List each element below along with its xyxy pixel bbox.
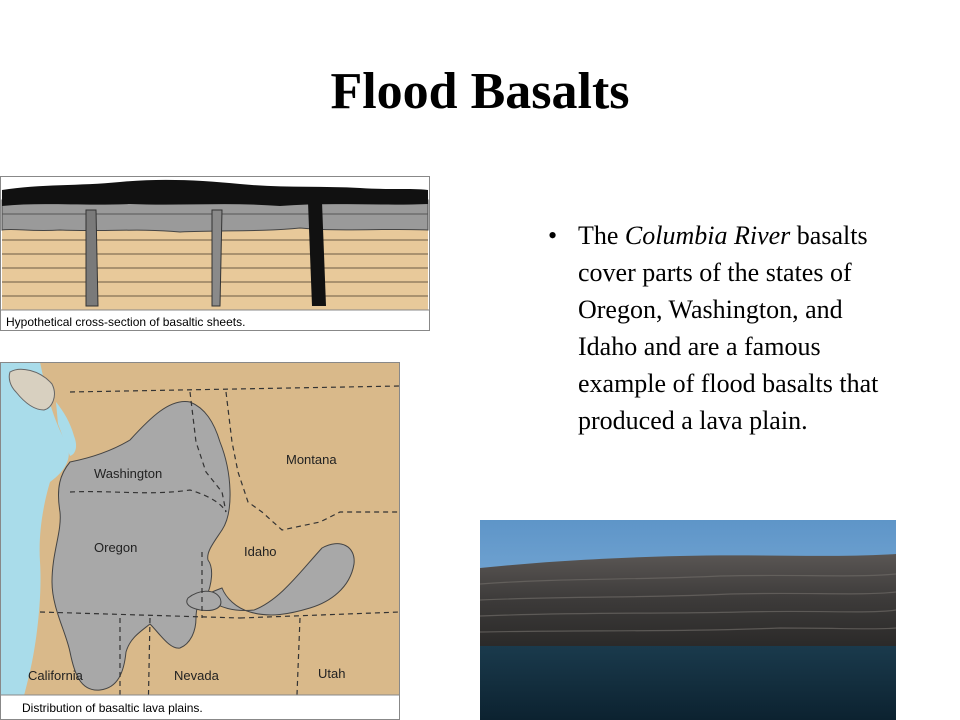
cross-section-caption: Hypothetical cross-section of basaltic sheets. [6,315,246,329]
state-label-idaho: Idaho [244,544,277,559]
map-caption: Distribution of basaltic lava plains. [22,701,203,715]
bullet-point [548,217,898,439]
bullet-dot-icon: • [548,221,558,250]
feeder-dike [86,210,98,306]
slide-title: Flood Basalts [330,63,630,120]
state-label-california: California [28,668,83,683]
state-label-utah: Utah [318,666,346,681]
state-label-montana: Montana [286,452,337,467]
state-label-washington: Washington [94,466,163,481]
bullet-text-end: basalts cover parts of the states of Oregon, Washington, and Idaho and are a famous example of flood basalts that produced a lava plain. [578,221,879,435]
basalt-cliffs [480,554,896,648]
state-label-oregon: Oregon [94,540,138,555]
lava-plains-map [0,362,400,720]
feeder-dike [212,210,222,306]
bullet-text-italic: Columbia River [624,221,791,250]
basalt-cliff-photo [480,520,896,720]
bullet-text-start: The [578,221,625,250]
river-water [480,646,896,720]
bullet-text [578,217,898,439]
state-label-nevada: Nevada [174,668,219,683]
cross-section-figure [0,176,430,331]
